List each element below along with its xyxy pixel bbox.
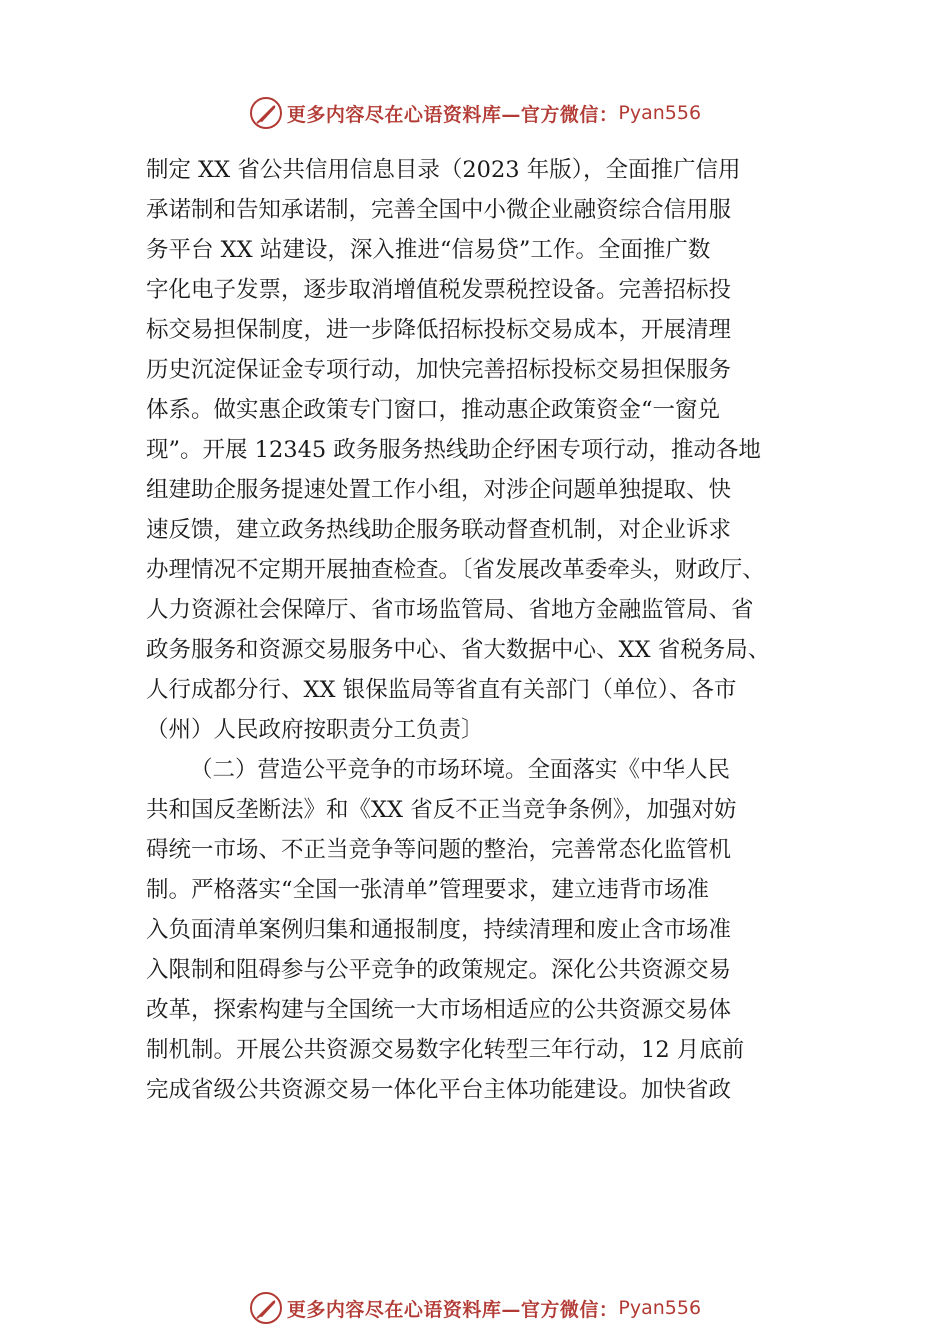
- watermark-header: [0, 93, 950, 133]
- text-line: 碍统一市场、不正当竞争等问题的整治，完善常态化监管机: [146, 837, 732, 863]
- text-line: （州）人民政府按职责分工负责〕: [146, 717, 484, 743]
- quill-logo-icon: [249, 1291, 283, 1325]
- text-line: 标交易担保制度，进一步降低招标投标交易成本，开展清理: [146, 317, 732, 343]
- text-line: 组建助企服务提速处置工作小组，对涉企问题单独提取、快: [146, 477, 732, 503]
- text-line: 人行成都分行、XX 银保监局等省直有关部门（单位）、各市: [146, 677, 737, 703]
- watermark-footer: [0, 1288, 950, 1328]
- text-line: 承诺制和告知承诺制，完善全国中小微企业融资综合信用服: [146, 197, 732, 223]
- document-body: [146, 150, 846, 1110]
- quill-logo-icon: [249, 96, 283, 130]
- text-line: 入限制和阻碍参与公平竞争的政策规定。深化公共资源交易: [146, 957, 732, 983]
- text-line: 现”。开展 12345 政务服务热线助企纾困专项行动，推动各地: [146, 437, 761, 463]
- text-line: 完成省级公共资源交易一体化平台主体功能建设。加快省政: [146, 1077, 732, 1103]
- text-line: 入负面清单案例归集和通报制度，持续清理和废止含市场准: [146, 917, 732, 943]
- text-line: 办理情况不定期开展抽查检查。〔省发展改革委牵头，财政厅、: [146, 557, 765, 583]
- text-line: 改革，探索构建与全国统一大市场相适应的公共资源交易体: [146, 997, 732, 1023]
- text-line: 历史沉淀保证金专项行动，加快完善招标投标交易担保服务: [146, 357, 732, 383]
- text-line: 制定 XX 省公共信用信息目录（2023 年版），全面推广信用: [146, 157, 741, 183]
- text-line: 字化电子发票，逐步取消增值税发票税控设备。完善招标投: [146, 277, 732, 303]
- text-line: 制。严格落实“全国一张清单”管理要求，建立违背市场准: [146, 877, 710, 903]
- text-line: 政务服务和资源交易服务中心、省大数据中心、XX 省税务局、: [146, 637, 771, 663]
- text-line: 体系。做实惠企政策专门窗口，推动惠企政策资金“一窗兑: [146, 397, 721, 423]
- text-line: 务平台 XX 站建设，深入推进“信易贷”工作。全面推广数: [146, 237, 711, 263]
- text-line: 速反馈，建立政务热线助企服务联动督查机制，对企业诉求: [146, 517, 732, 543]
- watermark-text: 更多内容尽在心语资料库—官方微信：: [286, 103, 619, 126]
- text-line: 人力资源社会保障厅、省市场监管局、省地方金融监管局、省: [146, 597, 754, 623]
- watermark-text: 更多内容尽在心语资料库—官方微信：: [286, 1298, 619, 1321]
- text-line: 制机制。开展公共资源交易数字化转型三年行动，12 月底前: [146, 1037, 745, 1063]
- text-line: 共和国反垄断法》和《XX 省反不正当竞争条例》，加强对妨: [146, 797, 737, 823]
- watermark-account: Pyan556: [618, 102, 702, 124]
- section-heading-line: （二）营造公平竞争的市场环境。全面落实《中华人民: [190, 757, 731, 783]
- watermark-account: Pyan556: [618, 1297, 702, 1319]
